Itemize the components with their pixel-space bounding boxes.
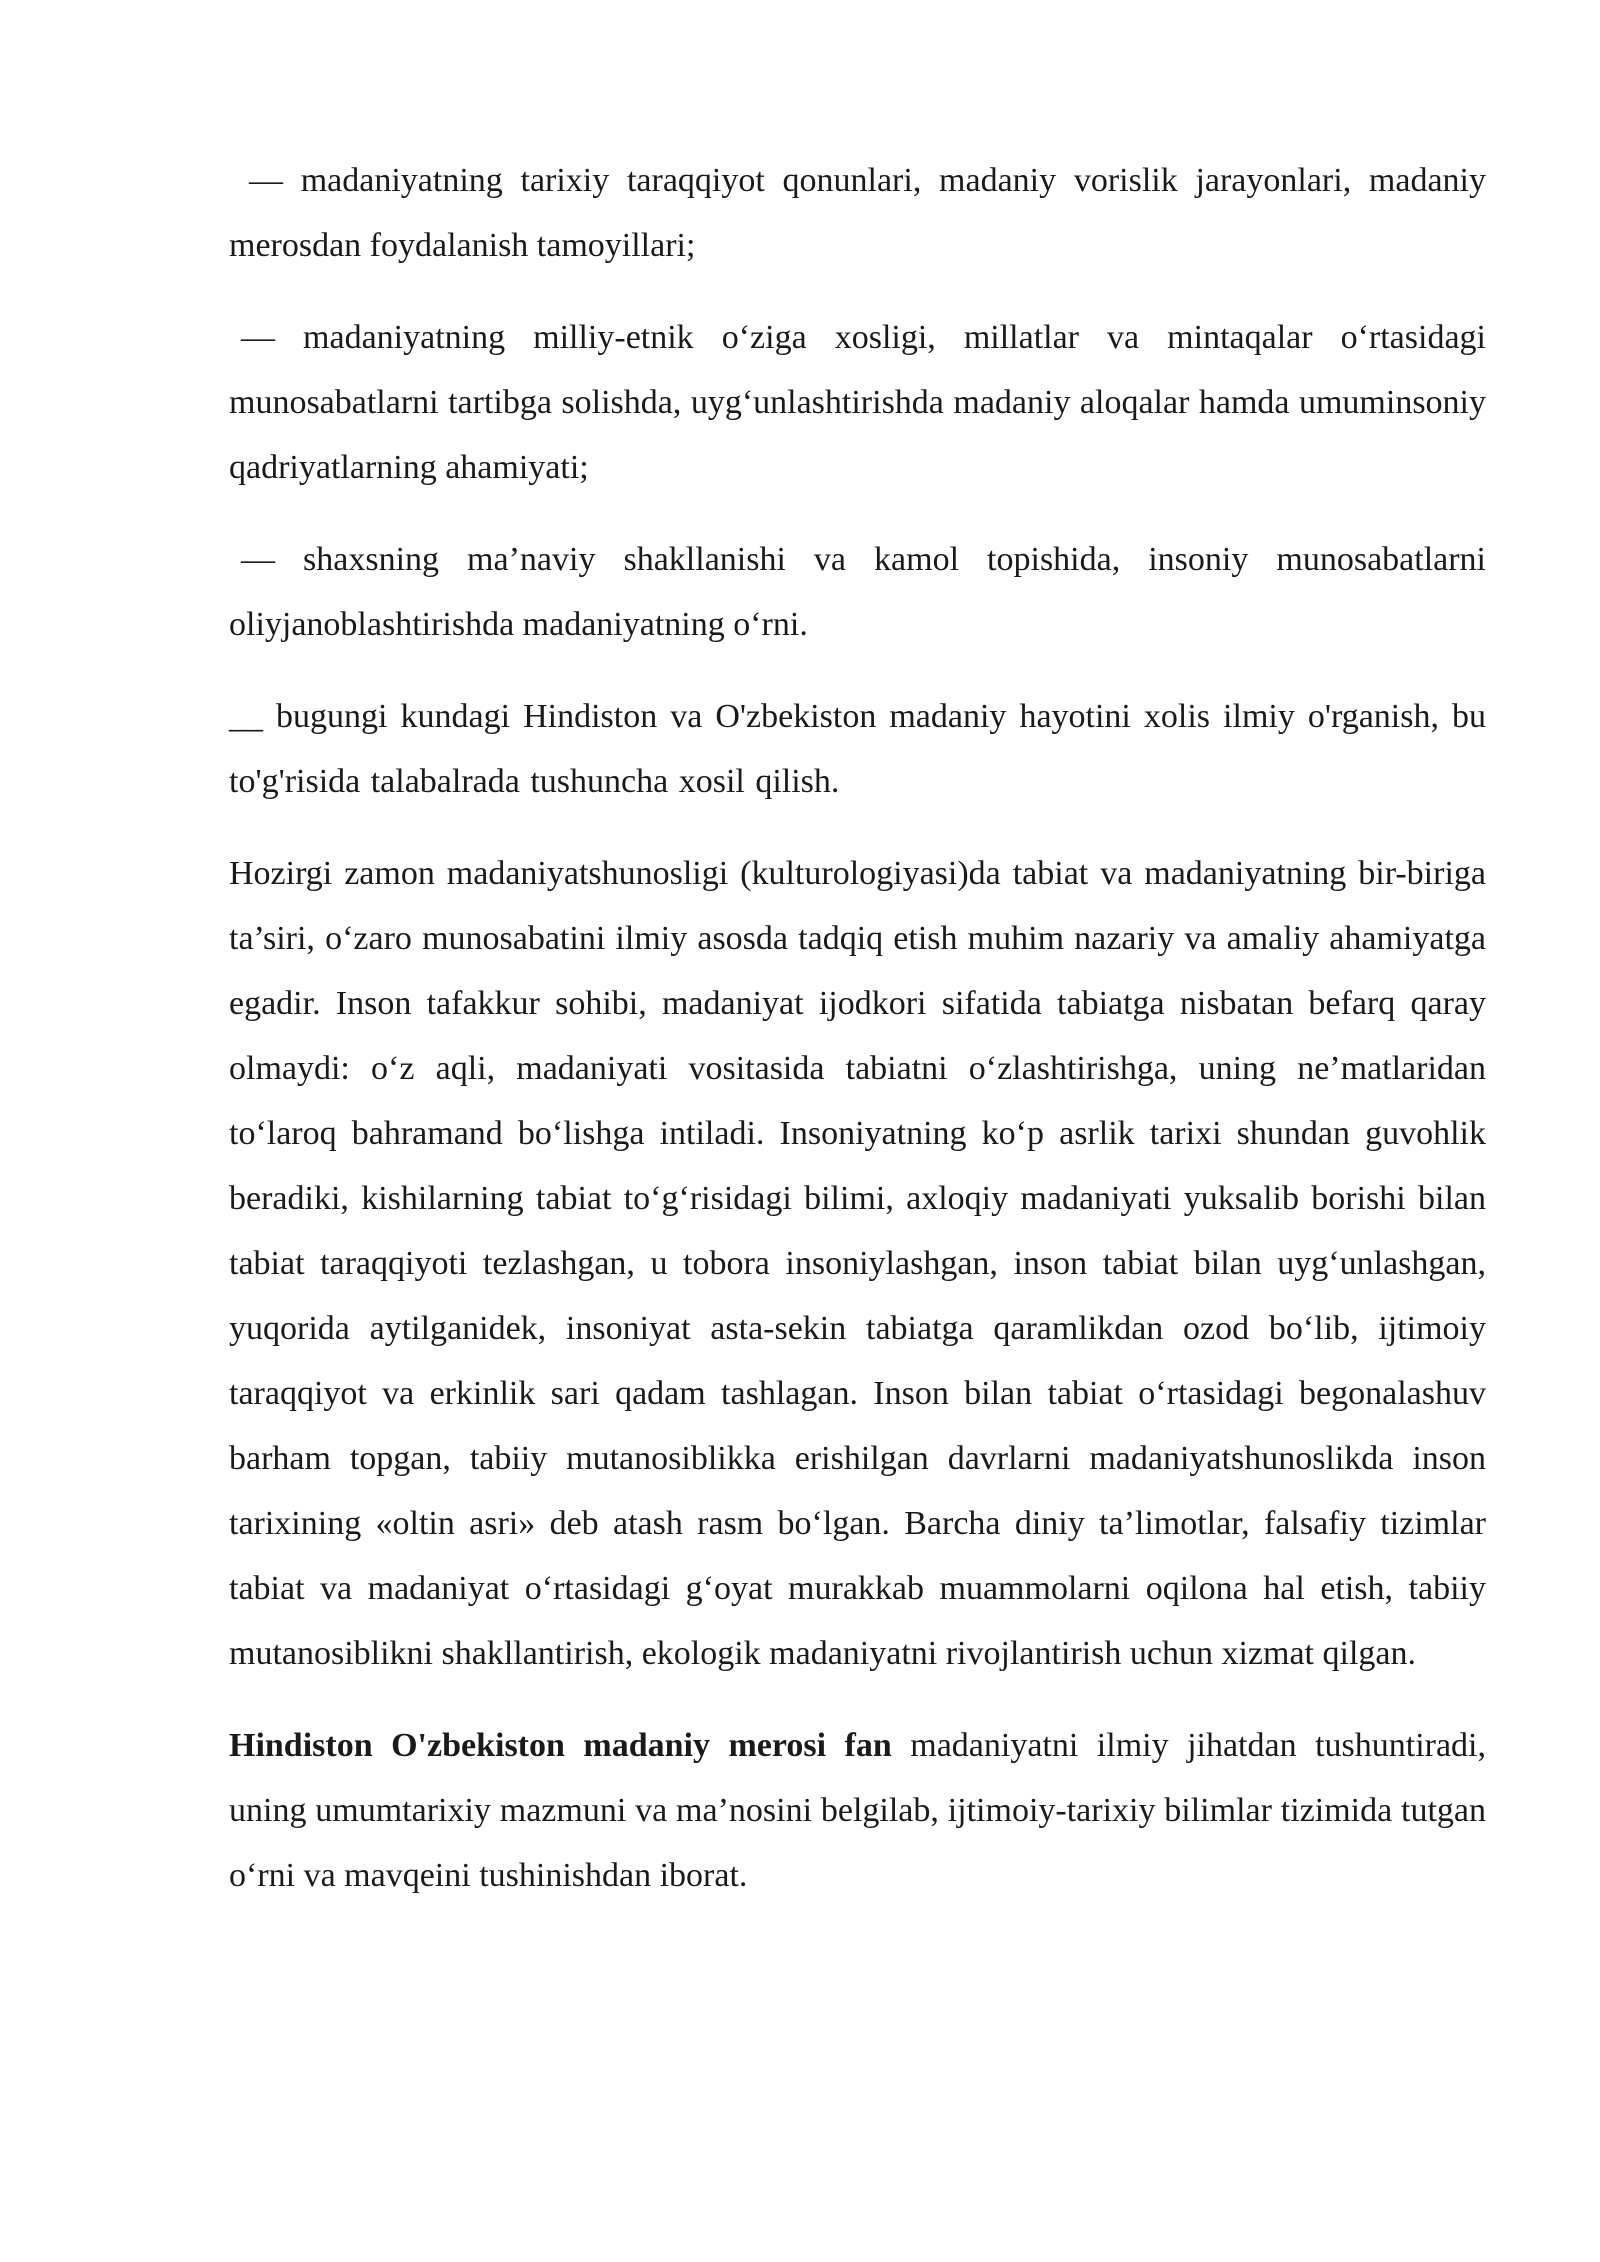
document-content [229,148,1486,1935]
final-paragraph [229,1713,1486,1908]
bullet-item: — madaniyatning milliy-etnik o‘ziga xosligi, millatlar va mintaqalar o‘rtasidagi munosabatlarni tartibga solishda, uyg‘unlashtirishda madaniy aloqalar hamda umuminsoniy qadriyatlarning ahamiyati; [229,319,1486,486]
body-paragraph: Hozirgi zamon madaniyatshunosligi (kulturologiyasi)da tabiat va madaniyatning bir-biriga ta’siri, o‘zaro munosabatini ilmiy asosda tadqiq etish muhim nazariy va amaliy ahamiyatga egadir. Inson tafakkur sohibi, madaniyat ijodkori sifatida tabiatga nisbatan befarq qaray olmaydi: o‘z aqli, madaniyati vositasida tabiatni o‘zlashtirishga, uning ne’matlaridan to‘laroq bahramand bo‘lishga intiladi. Insoniyatning ko‘p asrlik tarixi shundan guvohlik beradiki, kishilarning tabiat to‘g‘risidagi bilimi, axloqiy madaniyati yuksalib borishi bilan tabiat taraqqiyoti tezlashgan, u tobora insoniylashgan, inson tabiat bilan uyg‘unlashgan, yuqorida aytilganidek, insoniyat asta-sekin tabiatga qaramlikdan ozod bo‘lib, ijtimoiy taraqqiyot va erkinlik sari qadam tashlagan. Inson bilan tabiat o‘rtasidagi begonalashuv barham topgan, tabiiy mutanosiblikka erishilgan davrlarni madaniyatshunoslikda inson tarixining «oltin asri» deb atash rasm bo‘lgan. Barcha diniy ta’limotlar, falsafiy tizimlar tabiat va madaniyat o‘rtasidagi g‘oyat murakkab muammolarni oqilona hal etish, tabiiy mutanosiblikni shakllantirish, ekologik madaniyatni rivojlantirish uchun xizmat qilgan. [229,855,1486,1672]
final-paragraph-bold-lead: Hindiston O'zbekiston madaniy merosi fan [229,1727,892,1764]
bullet-item: — shaxsning ma’naviy shakllanishi va kamol topishida, insoniy munosabatlarni oliyjanoblashtirishda madaniyatning o‘rni. [229,541,1486,643]
final-paragraph-text: madaniyatni ilmiy jihatdan tushuntiradi, uning umumtarixiy mazmuni va ma’nosini belgilab, ijtimoiy-tarixiy bilimlar tizimida tutgan o‘rni va mavqeini tushinishdan iborat. [229,1727,1487,1894]
bullet-item: __ bugungi kundagi Hindiston va O'zbekiston madaniy hayotini xolis ilmiy o'rganish, bu to'g'risida talabalrada tushuncha xosil qilish. [229,698,1486,800]
bullet-item: — madaniyatning tarixiy taraqqiyot qonunlari, madaniy vorislik jarayonlari, madaniy merosdan foydalanish tamoyillari; [229,162,1486,264]
